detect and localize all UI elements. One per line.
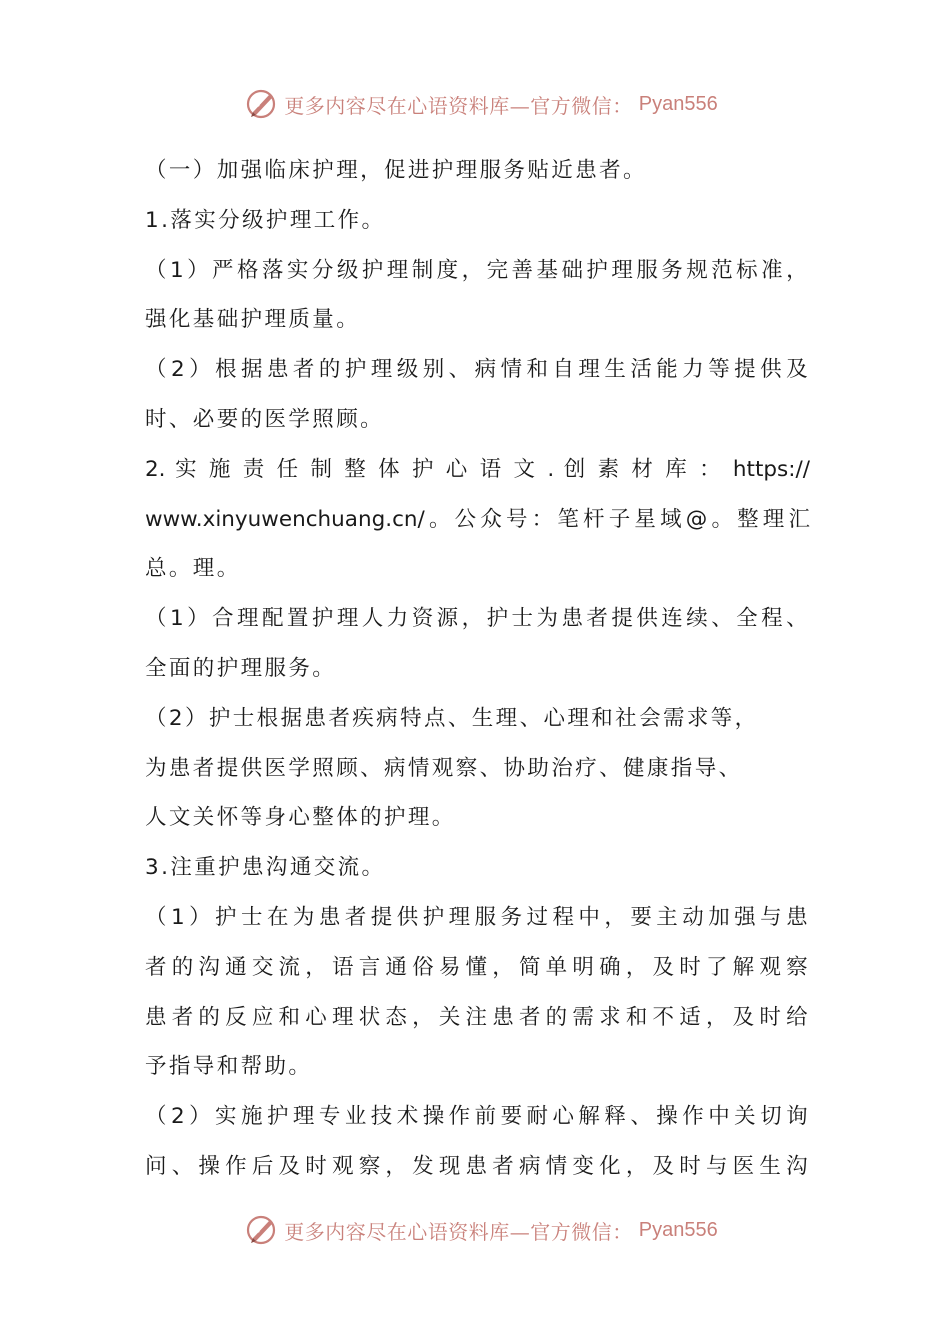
- paragraph-line: 总。理。: [145, 556, 241, 582]
- header-banner-handle: Pyan556: [638, 92, 718, 115]
- paragraph-line: 予指导和帮助。: [145, 1054, 313, 1080]
- paragraph-line: 为患者提供医学照顾、病情观察、协助治疗、健康指导、: [145, 755, 743, 781]
- header-banner-text: 更多内容尽在心语资料库—官方微信：: [284, 93, 633, 118]
- paragraph-line: 者的沟通交流，语言通俗易懂，简单明确，及时了解观察: [145, 954, 810, 980]
- pen-circle-icon: [244, 87, 278, 121]
- paragraph-line: （1）护士在为患者提供护理服务过程中，要主动加强与患: [145, 904, 810, 930]
- paragraph-line: （2）根据患者的护理级别、病情和自理生活能力等提供及: [145, 357, 810, 383]
- paragraph-line: 强化基础护理质量。: [145, 307, 361, 333]
- subsection-heading: 3.注重护患沟通交流。: [145, 855, 386, 881]
- header-banner-content: [244, 87, 717, 121]
- header-banner: [0, 82, 950, 126]
- paragraph-line: （1）合理配置护理人力资源，护士为患者提供连续、全程、: [145, 606, 810, 632]
- paragraph-line: （2）实施护理专业技术操作前要耐心解释、操作中关切询: [145, 1104, 810, 1130]
- footer-banner-content: [244, 1213, 717, 1247]
- paragraph-line: www.xinyuwenchuang.cn/。公众号：笔杆子星域@。整理汇: [145, 506, 810, 532]
- section-heading: （一）加强临床护理，促进护理服务贴近患者。: [145, 158, 647, 183]
- paragraph-line: 人文关怀等身心整体的护理。: [145, 805, 456, 831]
- paragraph-line: 患者的反应和心理状态，关注患者的需求和不适，及时给: [145, 1004, 810, 1030]
- document-body: [145, 146, 810, 1192]
- paragraph-line: （2）护士根据患者疾病特点、生理、心理和社会需求等，: [145, 705, 759, 731]
- footer-banner: [0, 1208, 950, 1252]
- subsection-heading: 1.落实分级护理工作。: [145, 207, 386, 233]
- paragraph-line: 问、操作后及时观察，发现患者病情变化，及时与医生沟: [145, 1153, 810, 1179]
- pen-circle-icon: [244, 1213, 278, 1247]
- paragraph-line: （1）严格落实分级护理制度，完善基础护理服务规范标准，: [145, 257, 810, 283]
- footer-banner-text: 更多内容尽在心语资料库—官方微信：: [284, 1219, 633, 1244]
- subsection-heading: 2. 实 施 责 任 制 整 体 护 心 语 文 . 创 素 材 库 ： https://: [145, 456, 810, 482]
- paragraph-line: 时、必要的医学照顾。: [145, 406, 385, 432]
- footer-banner-handle: Pyan556: [638, 1218, 718, 1241]
- paragraph-line: 全面的护理服务。: [145, 655, 337, 681]
